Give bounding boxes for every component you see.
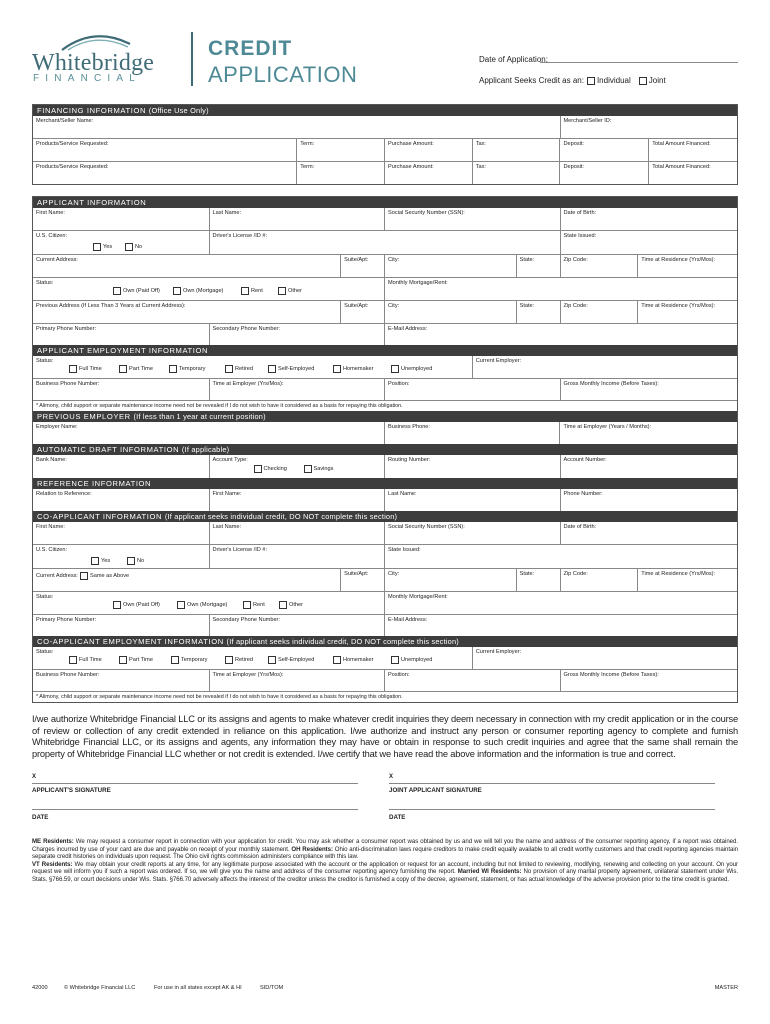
account-type-field: Account Type: Checking Savings xyxy=(209,455,385,478)
joint-date-label: DATE xyxy=(389,814,406,821)
current-address-field[interactable]: Current Address: xyxy=(36,257,78,263)
ref-phone-field[interactable]: Phone Number: xyxy=(560,489,738,511)
part-time-checkbox[interactable] xyxy=(119,365,127,373)
applicant-section xyxy=(32,196,738,703)
us-citizen-field: U.S. Citizen: Yes No xyxy=(36,233,143,250)
prev-time-employer-field[interactable]: Time at Employer (Years / Months): xyxy=(559,422,737,444)
oh-label: OH Residents: xyxy=(291,845,333,853)
co-city-field[interactable]: City: xyxy=(384,569,516,591)
prev-business-phone-field[interactable]: Business Phone: xyxy=(384,422,560,444)
co-time-residence-field[interactable]: Time at Residence (Yrs/Mos): xyxy=(637,569,737,591)
deposit-field[interactable]: Deposit: xyxy=(559,139,648,161)
co-primary-phone-field[interactable]: Primary Phone Number: xyxy=(36,617,96,623)
unemployed-checkbox[interactable] xyxy=(391,365,399,373)
individual-label: Individual xyxy=(596,76,631,85)
joint-signature-line[interactable] xyxy=(389,783,715,784)
title-application: APPLICATION xyxy=(208,62,358,87)
logo-financial: FINANCIAL xyxy=(33,73,142,84)
retired-checkbox[interactable] xyxy=(225,365,233,373)
co-license-field[interactable]: Driver's License /ID #: xyxy=(209,545,385,568)
position-field[interactable]: Position: xyxy=(384,379,560,400)
authorization-text: I/we authorize Whitebridge Financial LLC or its assigns and agents to make whatever credit inquiries they deem necessary in connection with my credit application or in the course of review or collection of any credit extended in reliance on this application. I/we authorize and instruct any person or consumer reporting agency to complete and furnish Whitebridge Financial LLC, or its assigns and agents, any information they may have or obtain in response to such credit inquiries and agree that the same shall remain the property of Whitebridge Financial LLC whether or not credit is extended. I/we certify that we have read the above information and the information is true and correct. xyxy=(32,714,738,759)
product-field[interactable]: Products/Service Requested: xyxy=(36,141,109,147)
co-self-employed-checkbox[interactable] xyxy=(268,656,276,664)
product-field[interactable]: Products/Service Requested: xyxy=(36,164,109,170)
business-phone-field[interactable]: Business Phone Number: xyxy=(36,381,100,387)
me-text: We may request a consumer report in connection with your application for credit. You may ask whether a consumer report was obtained by us and we will tell you the name and address of the consumer reporting agency, if a report was obtained. Charges incurred by use of your card are due and payable on receipt of your monthly statement. xyxy=(32,838,738,853)
logo-wordmark: Whitebridge xyxy=(32,50,155,76)
co-own-paid-checkbox[interactable] xyxy=(113,601,121,609)
deposit-field[interactable]: Deposit: xyxy=(559,162,648,184)
ssn-field[interactable]: Social Security Number (SSN): xyxy=(384,208,560,230)
financing-row xyxy=(33,161,737,184)
wi-text: No provision of any marital property agreement, unilateral statement under Wis. Stats. §766.59, or court decisions under Wis. Stats. §766.70 adversely affects the interest of the creditor unless the creditor is furnished a copy of the decree, agreement, statement, or has actual knowledge of the adverse provision prior to the time credit is granted. xyxy=(32,868,738,883)
applicant-signature-line[interactable] xyxy=(32,783,358,784)
time-employer-field[interactable]: Time at Employer (Yrs/Mos): xyxy=(209,379,385,400)
time-residence-field[interactable]: Time at Residence (Yrs/Mos): xyxy=(637,255,737,277)
license-field[interactable]: Driver's License /ID #: xyxy=(209,231,560,254)
dob-field[interactable]: Date of Birth: xyxy=(560,208,738,230)
prev-zip-field[interactable]: Zip Code: xyxy=(560,301,638,323)
routing-number-field[interactable]: Routing Number: xyxy=(384,455,560,478)
zip-field[interactable]: Zip Code: xyxy=(560,255,638,277)
applicant-header: APPLICANT INFORMATION xyxy=(33,197,737,208)
citizen-no-checkbox[interactable] xyxy=(125,243,133,251)
wi-label: Married WI Residents: xyxy=(457,868,522,876)
last-name-field[interactable]: Last Name: xyxy=(209,208,385,230)
applicant-date-label: DATE xyxy=(32,814,49,821)
co-business-phone-field[interactable]: Business Phone Number: xyxy=(36,672,100,678)
financing-row xyxy=(33,138,737,161)
joint-label: Joint xyxy=(648,76,666,85)
form-code: 42000 xyxy=(32,985,48,991)
signature-block xyxy=(32,774,738,844)
co-other-checkbox[interactable] xyxy=(279,601,287,609)
prev-suite-field[interactable]: Suite/Apt: xyxy=(340,301,384,323)
total-financed-field[interactable]: Total Amount Financed: xyxy=(648,162,737,184)
individual-checkbox[interactable] xyxy=(587,77,595,85)
tax-field[interactable]: Tax: xyxy=(472,139,560,161)
self-employed-checkbox[interactable] xyxy=(268,365,276,373)
purchase-amount-field[interactable]: Purchase Amount: xyxy=(384,139,472,161)
bridge-logo-icon xyxy=(32,30,132,52)
co-status-field: Status: Own (Paid Off) Own (Mortgage) Rent Other xyxy=(36,594,303,608)
joint-signature-label: JOINT APPLICANT SIGNATURE xyxy=(389,787,482,794)
co-homemaker-checkbox[interactable] xyxy=(333,656,341,664)
temporary-checkbox[interactable] xyxy=(169,365,177,373)
full-time-checkbox[interactable] xyxy=(69,365,77,373)
co-citizen-yes-checkbox[interactable] xyxy=(91,557,99,565)
co-own-mortgage-checkbox[interactable] xyxy=(177,601,185,609)
title-credit: CREDIT xyxy=(208,37,293,60)
primary-phone-field[interactable]: Primary Phone Number: xyxy=(36,326,96,332)
co-alimony-note: * Alimony, child support or separate maintenance income need not be revealed if I do not wish to have it considered as a basis for repaying this obligation. xyxy=(33,691,737,702)
reference-header: REFERENCE INFORMATION xyxy=(33,478,737,489)
purchase-amount-field[interactable]: Purchase Amount: xyxy=(384,162,472,184)
rent-checkbox[interactable] xyxy=(241,287,249,295)
co-current-address-field: Current Address: Same as Above xyxy=(36,573,130,579)
employment-status-field: Status: Full Time Part Time Temporary Retired Self-Employed Homemaker Unemployed xyxy=(36,358,433,372)
co-secondary-phone-field[interactable]: Secondary Phone Number: xyxy=(209,615,385,636)
title-divider xyxy=(191,32,193,86)
co-rent-checkbox[interactable] xyxy=(243,601,251,609)
co-unemployed-checkbox[interactable] xyxy=(391,656,399,664)
employment-header: APPLICANT EMPLOYMENT INFORMATION xyxy=(33,345,737,356)
applicant-date-line[interactable] xyxy=(32,809,358,810)
joint-x-mark: X xyxy=(389,774,394,780)
savings-checkbox[interactable] xyxy=(304,465,312,473)
financing-header: FINANCING INFORMATION (Office Use Only) xyxy=(33,105,737,116)
previous-employer-header: PREVIOUS EMPLOYER (If less than 1 year at current position) xyxy=(33,411,737,422)
co-us-citizen-field: U.S. Citizen: Yes No xyxy=(36,547,145,564)
relation-field[interactable]: Relation to Reference: xyxy=(36,491,92,497)
joint-checkbox[interactable] xyxy=(639,77,647,85)
financing-section xyxy=(32,104,738,185)
state-disclosures xyxy=(32,838,738,884)
co-employment-status-field: Status: Full Time Part Time Temporary Retired Self-Employed Homemaker Unemployed xyxy=(36,649,433,663)
co-citizen-no-checkbox[interactable] xyxy=(127,557,135,565)
ref-first-name-field[interactable]: First Name: xyxy=(209,489,385,511)
status-field: Status: Own (Paid Off) Own (Mortgage) Rent Other xyxy=(36,280,302,294)
merchant-id-field[interactable]: Merchant/Seller ID: xyxy=(560,116,738,138)
total-financed-field[interactable]: Total Amount Financed: xyxy=(648,139,737,161)
vt-label: VT Residents: xyxy=(32,860,73,868)
prev-time-residence-field[interactable]: Time at Residence (Yrs/Mos): xyxy=(637,301,737,323)
date-of-application-field[interactable] xyxy=(540,62,738,63)
term-field[interactable]: Term: xyxy=(296,162,384,184)
date-of-application-label: Date of Application: xyxy=(479,55,548,64)
copyright: © Whitebridge Financial LLC xyxy=(64,985,136,991)
city-field[interactable]: City: xyxy=(384,255,516,277)
state-field[interactable]: State: xyxy=(516,255,560,277)
monthly-mortgage-field[interactable]: Monthly Mortgage/Rent: xyxy=(384,278,737,300)
ref-last-name-field[interactable]: Last Name: xyxy=(384,489,560,511)
merchant-name-field[interactable]: Merchant/Seller Name: xyxy=(36,118,94,124)
gross-income-field[interactable]: Gross Monthly Income (Before Taxes): xyxy=(560,379,738,400)
prev-city-field[interactable]: City: xyxy=(384,301,516,323)
seeks-credit-row xyxy=(479,76,666,85)
alimony-note: * Alimony, child support or separate maintenance income need not be revealed if I do not wish to have it considered as a basis for repaying this obligation. xyxy=(33,400,737,411)
co-position-field[interactable]: Position: xyxy=(384,670,560,691)
co-gross-income-field[interactable]: Gross Monthly Income (Before Taxes): xyxy=(560,670,738,691)
co-zip-field[interactable]: Zip Code: xyxy=(560,569,638,591)
citizen-yes-checkbox[interactable] xyxy=(93,243,101,251)
header xyxy=(32,0,738,104)
own-mortgage-checkbox[interactable] xyxy=(173,287,181,295)
same-as-above-checkbox[interactable] xyxy=(80,572,88,580)
co-state-issued-field[interactable]: State Issued: xyxy=(384,545,737,568)
co-ssn-field[interactable]: Social Security Number (SSN): xyxy=(384,522,560,544)
master-code: MASTER xyxy=(714,985,738,991)
state-issued-field[interactable]: State Issued: xyxy=(560,231,738,254)
co-part-time-checkbox[interactable] xyxy=(119,656,127,664)
previous-address-field[interactable]: Previous Address (If Less Than 3 Years at Current Address): xyxy=(36,303,186,309)
credit-application-page xyxy=(32,0,738,1024)
first-name-field[interactable]: First Name: xyxy=(36,210,65,216)
co-employment-header: CO-APPLICANT EMPLOYMENT INFORMATION (If applicant seeks individual credit, DO NOT complete this section) xyxy=(33,636,737,647)
use-note: For use in all states except AK & HI xyxy=(154,985,242,991)
coapplicant-header: CO-APPLICANT INFORMATION (If applicant seeks individual credit, DO NOT complete this section) xyxy=(33,511,737,522)
co-suite-field[interactable]: Suite/Apt: xyxy=(340,569,384,591)
co-first-name-field[interactable]: First Name: xyxy=(36,524,65,530)
joint-date-line[interactable] xyxy=(389,809,715,810)
bank-name-field[interactable]: Bank Name: xyxy=(36,457,67,463)
email-field[interactable]: E-Mail Address: xyxy=(384,324,737,345)
own-paid-checkbox[interactable] xyxy=(113,287,121,295)
draft-header: AUTOMATIC DRAFT INFORMATION (If applicable) xyxy=(33,444,737,455)
secondary-phone-field[interactable]: Secondary Phone Number: xyxy=(209,324,385,345)
current-employer-field[interactable]: Current Employer: xyxy=(472,356,737,378)
co-last-name-field[interactable]: Last Name: xyxy=(209,522,385,544)
co-time-employer-field[interactable]: Time at Employer (Yrs/Mos): xyxy=(209,670,385,691)
co-state-field[interactable]: State: xyxy=(516,569,560,591)
homemaker-checkbox[interactable] xyxy=(333,365,341,373)
oh-text: Ohio anti-discrimination laws require creditors to make credit equally available to all credit worthy customers and that credit reporting agencies maintain separate credit histories on individuals upon request. The Ohio civil rights commission administers compliance with this law. xyxy=(32,845,738,861)
vt-text: We may obtain your credit reports at any time, for any legitimate purpose associated with the account or the application or request for an account, including but not limited to reviewing, modifying, renewing and collecting on your account. On your request we will inform you if such a report was ordered. If so, we will give you the name and address of the consumer reporting agency furnishing the report. xyxy=(32,860,738,876)
applicant-x-mark: X xyxy=(32,774,37,780)
applicant-signature-label: APPLICANT'S SIGNATURE xyxy=(32,787,111,794)
co-dob-field[interactable]: Date of Birth: xyxy=(560,522,738,544)
employer-name-field[interactable]: Employer Name: xyxy=(36,424,78,430)
co-retired-checkbox[interactable] xyxy=(225,656,233,664)
co-monthly-mortgage-field[interactable]: Monthly Mortgage/Rent: xyxy=(384,592,737,614)
co-current-employer-field[interactable]: Current Employer: xyxy=(472,647,737,669)
sid-code: SID/TOM xyxy=(260,985,284,991)
checking-checkbox[interactable] xyxy=(254,465,262,473)
other-checkbox[interactable] xyxy=(278,287,286,295)
prev-state-field[interactable]: State: xyxy=(516,301,560,323)
account-number-field[interactable]: Account Number: xyxy=(560,455,738,478)
seeks-credit-label: Applicant Seeks Credit as an: xyxy=(479,76,584,85)
term-field[interactable]: Term: xyxy=(296,139,384,161)
co-full-time-checkbox[interactable] xyxy=(69,656,77,664)
co-temporary-checkbox[interactable] xyxy=(171,656,179,664)
suite-field[interactable]: Suite/Apt: xyxy=(340,255,384,277)
me-label: ME Residents: xyxy=(32,838,74,845)
tax-field[interactable]: Tax: xyxy=(472,162,560,184)
co-email-field[interactable]: E-Mail Address: xyxy=(384,615,737,636)
